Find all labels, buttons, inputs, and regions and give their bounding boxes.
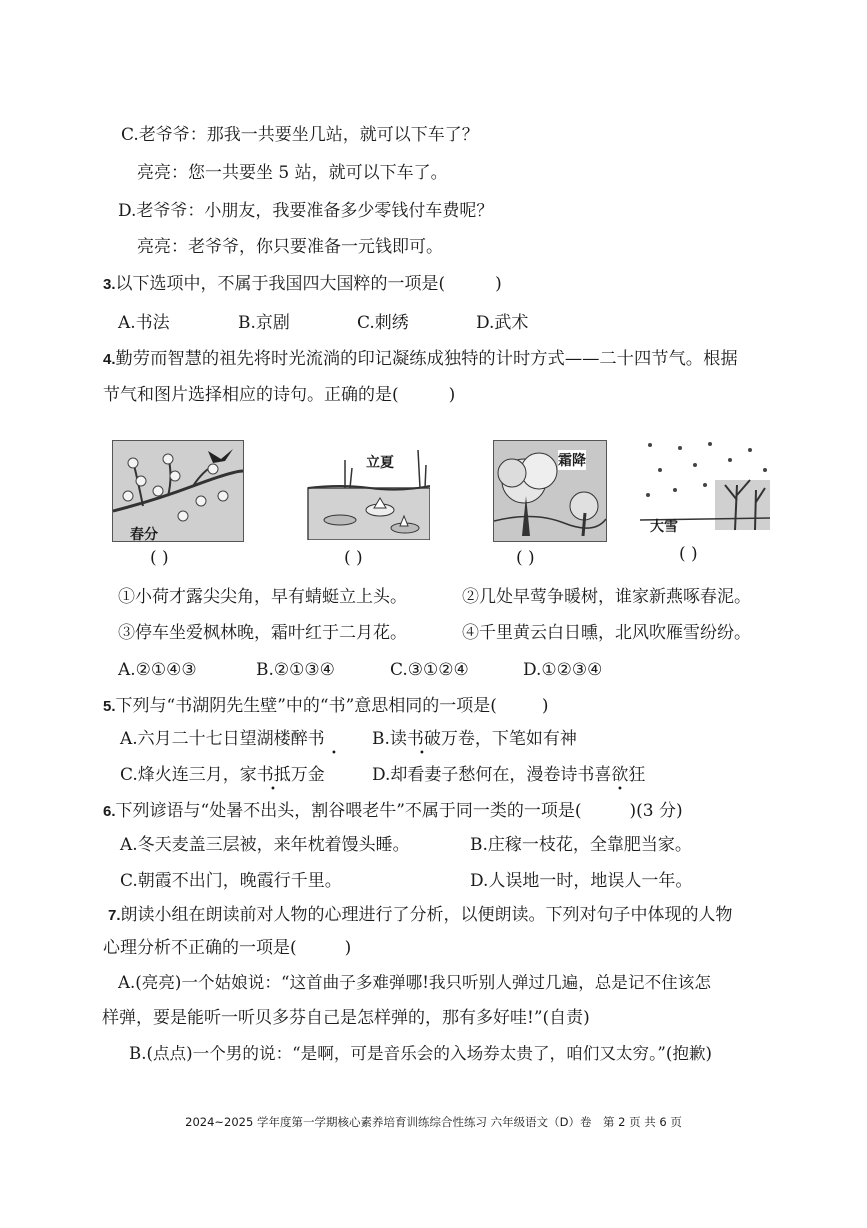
question-number: 5. (103, 698, 116, 715)
q5-option-b: B.读书破万卷，下笔如有神 (372, 729, 577, 749)
picture-answer-paren-1[interactable]: ( ) (150, 548, 169, 568)
q6-option-c: C.朝霞不出门，晚霞行千里。 (120, 871, 342, 891)
q6-option-a: A.冬天麦盖三层被，来年枕着馒头睡。 (120, 835, 410, 855)
start-of-summer-picture (300, 440, 430, 540)
picture-label-lixia: 立夏 (366, 455, 394, 471)
q7-stem-text: 朗读小组在朗读前对人物的心理进行了分析，以便朗读。下列对句子中体现的人物 (120, 905, 733, 925)
q7-option-a-line1: A.(亮亮)一个姑娘说：“这首曲子多难弹哪!我只听别人弹过几遍，总是记不住该怎 (118, 973, 711, 992)
q2-option-d-answer: 亮亮：老爷爷，你只要准备一元钱即可。 (137, 237, 443, 257)
frost-descent-picture (493, 440, 607, 542)
picture-label-chunfen: 春分 (130, 527, 158, 543)
q6-option-d: D.人误地一时，地误人一年。 (470, 871, 693, 891)
q3-option-b: B.京剧 (238, 313, 290, 333)
emphasis-dot: • (419, 748, 425, 759)
q7-stem-line1 (108, 904, 733, 927)
picture-answer-paren-3[interactable]: ( ) (516, 548, 535, 568)
q3-option-c: C.刺绣 (357, 313, 409, 333)
q4-option-b: B.②①③④ (256, 660, 335, 680)
emphasis-dot: • (270, 784, 276, 795)
picture-label-daxue: 大雪 (650, 519, 678, 535)
q6-option-b: B.庄稼一枝花，全靠肥当家。 (470, 835, 692, 855)
poem-3: ③停车坐爱枫林晚，霜叶红于二月花。 (118, 623, 407, 643)
q3-stem-text: 以下选项中，不属于我国四大国粹的一项是( (115, 274, 446, 294)
q6-close-paren: )(3 分) (629, 801, 683, 821)
poem-4: ④千里黄云白日曛，北风吹雁雪纷纷。 (462, 623, 751, 643)
q5-stem (103, 695, 549, 718)
q7-stem-text-2: 心理分析不正确的一项是( (103, 938, 297, 958)
q4-option-d: D.①②③④ (523, 660, 603, 680)
q4-stem-line1 (103, 348, 738, 371)
emphasis-dot: • (617, 784, 623, 795)
q3-option-a: A.书法 (118, 313, 170, 333)
question-number: 6. (103, 803, 116, 820)
q4-stem-text: 勤劳而智慧的祖先将时光流淌的印记凝练成独特的计时方式——二十四节气。根据 (115, 349, 738, 369)
q7-close-paren: ) (344, 938, 352, 958)
q5-option-c: C.烽火连三月，家书抵万金 (120, 765, 325, 785)
poem-2: ②几处早莺争暖树，谁家新燕啄春泥。 (462, 587, 751, 607)
q7-option-a-line2: 样弹，要是能听一听贝多芬自己是怎样弹的，那有多好哇!”(自责) (102, 1008, 590, 1028)
emphasis-dot: • (331, 748, 337, 759)
q3-stem (103, 273, 502, 296)
q4-option-c: C.③①②④ (390, 660, 469, 680)
picture-answer-paren-2[interactable]: ( ) (344, 548, 363, 568)
q4-option-a: A.②①④③ (118, 660, 197, 680)
q3-close-paren: ) (495, 274, 502, 294)
page-footer: 2024~2025 学年度第一学期核心素养培育训练综合性练习 六年级语文（D）卷 第 2 页 共 6 页 (185, 1115, 682, 1129)
q6-stem-text: 下列谚语与“处暑不出头，割谷喂老牛”不属于同一类的一项是( (115, 801, 582, 821)
q3-option-d: D.武术 (476, 313, 529, 333)
q5-option-a: A.六月二十七日望湖楼醉书 (120, 729, 325, 749)
question-number: 7. (108, 907, 121, 924)
picture-answer-paren-4[interactable]: ( ) (679, 544, 698, 564)
q4-stem-line2 (103, 384, 455, 406)
q2-option-c-question: C.老爷爷：那我一共要坐几站，就可以下车了？ (121, 125, 479, 145)
q5-option-d: D.却看妻子愁何在，漫卷诗书喜欲狂 (372, 765, 646, 785)
q4-stem-text-2: 节气和图片选择相应的诗句。正确的是( (103, 385, 399, 405)
q4-close-paren: ) (448, 385, 456, 405)
picture-label-shuangjiang: 霜降 (558, 450, 586, 470)
q6-stem (103, 800, 683, 823)
q5-close-paren: ) (541, 696, 549, 716)
q7-stem-line2 (103, 937, 351, 959)
q5-stem-text: 下列与“书湖阴先生壁”中的“书”意思相同的一项是( (115, 696, 497, 716)
q2-option-d-question: D.老爷爷：小朋友，我要准备多少零钱付车费呢？ (118, 201, 494, 221)
q7-option-b-line1: B.(点点)一个男的说：“是啊，可是音乐会的入场券太贵了，咱们又太穷。”(抱歉) (129, 1044, 713, 1063)
question-number: 4. (103, 351, 116, 368)
question-number: 3. (103, 276, 116, 293)
q2-option-c-answer: 亮亮：您一共要坐 5 站，就可以下车了。 (137, 163, 448, 183)
poem-1: ①小荷才露尖尖角，早有蜻蜓立上头。 (118, 587, 407, 607)
